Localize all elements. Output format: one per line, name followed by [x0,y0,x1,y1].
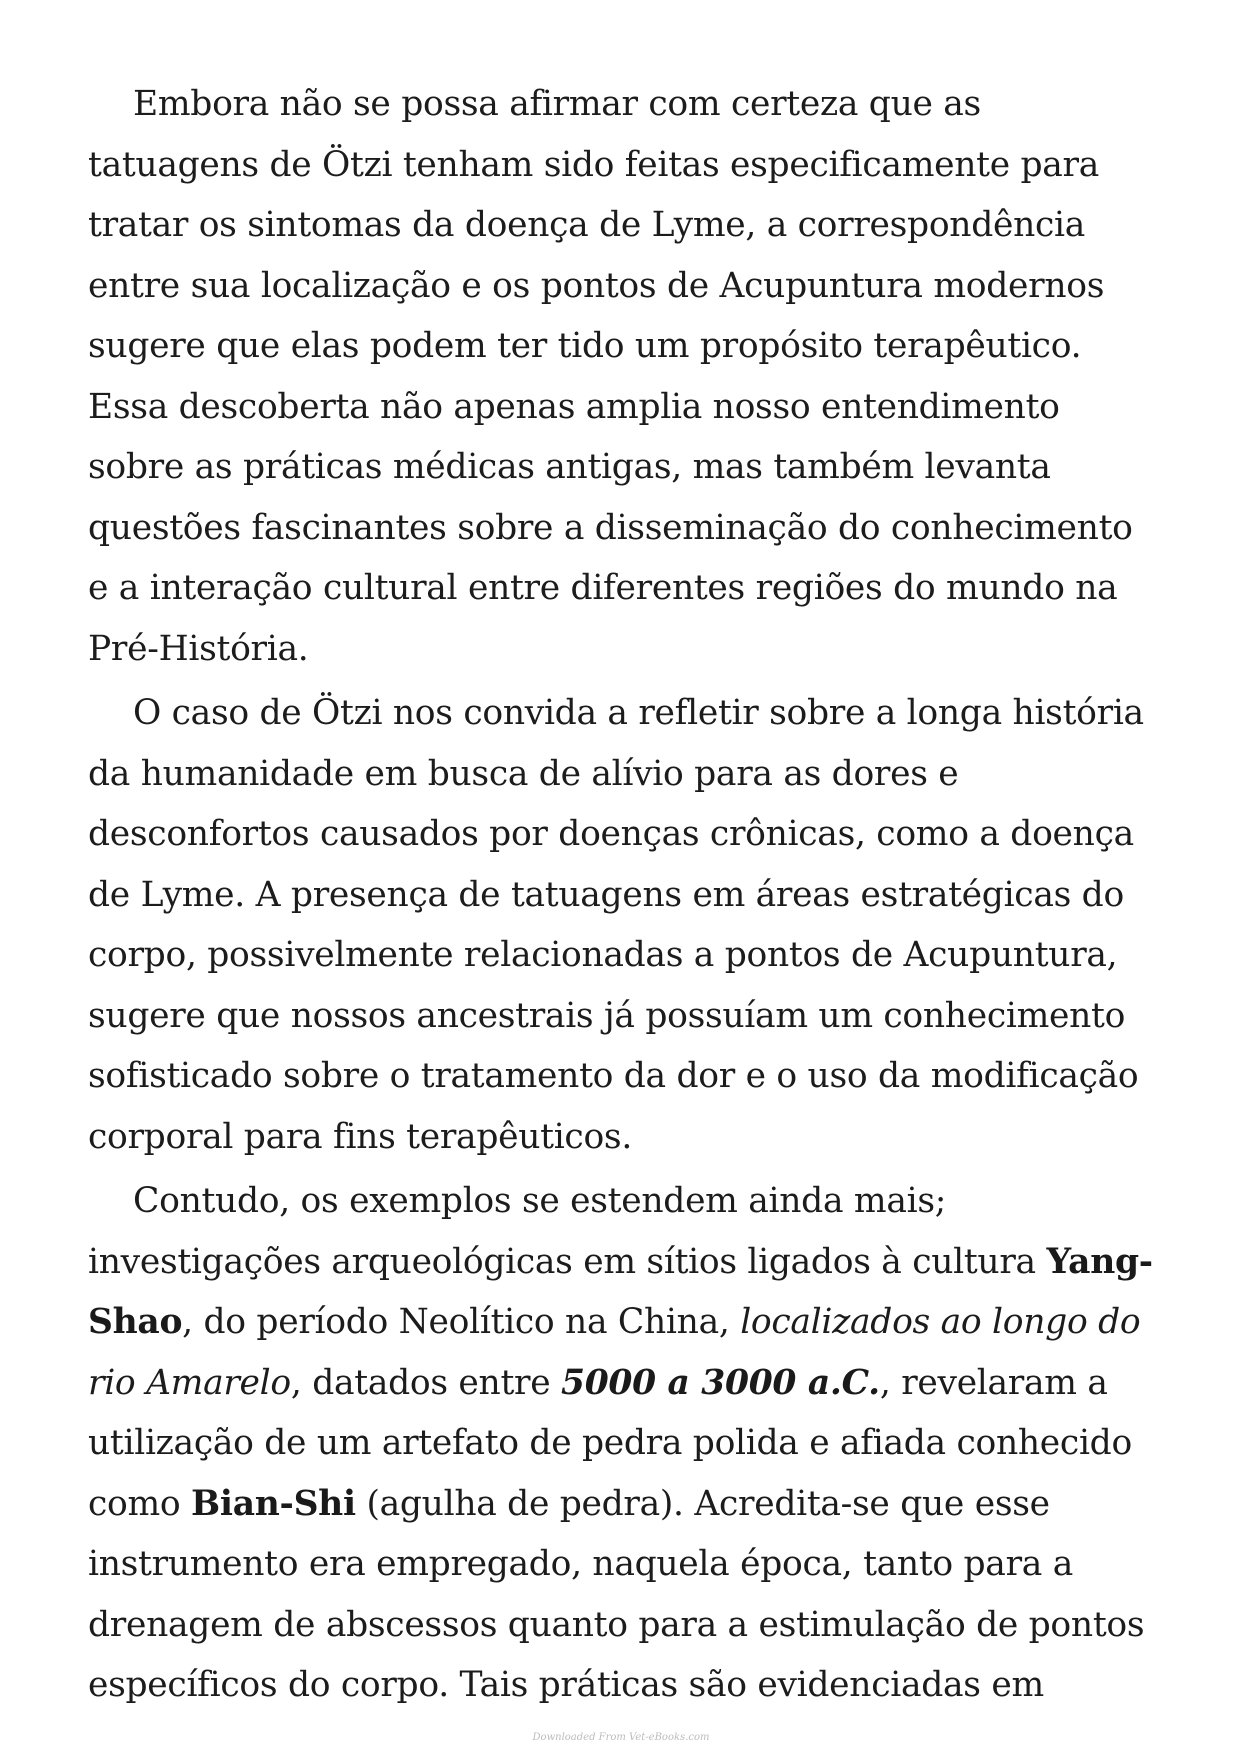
term-bian-shi: Bian-Shi [191,1483,356,1524]
text-segment: Contudo, os exemplos se estendem ainda mais; investigações arqueológicas em sítios ligados à cultura [88,1181,1047,1282]
text-segment: , datados entre [290,1362,561,1403]
term-yang-shao: Yang-Shao [88,1241,1153,1342]
footer-watermark: Downloaded From Vet-eBooks.com [532,1732,710,1743]
body-text [88,74,1158,1716]
paragraph-otzi-tattoos: Embora não se possa afirmar com certeza que as tatuagens de Ötzi tenham sido feitas especificamente para tratar os sintomas da doença de Lyme, a correspondência entre sua localização e os pontos de Acupuntura modernos sugere que elas podem ter tido um propósito terapêutico. Essa descoberta não apenas amplia nosso entendimento sobre as práticas médicas antigas, mas também levanta questões fascinantes sobre a disseminação do conhecimento e a interação cultural entre diferentes regiões do mundo na Pré-História. [88,84,1133,669]
text-segment: , revelaram a utilização de um artefato de pedra polida e afiada conhecido como [88,1362,1132,1524]
text-segment: (agulha de pedra). Acredita-se que esse instrumento era empregado, naquela época, tanto para a drenagem de abscessos quanto para a estimulação de pontos específicos do corpo. Tais práticas são evidenciadas em [88,1483,1145,1705]
paragraph-otzi-case: O caso de Ötzi nos convida a refletir sobre a longa história da humanidade em busca de alívio para as dores e desconfortos causados por doenças crônicas, como a doença de Lyme. A presença de tatuagens em áreas estratégicas do corpo, possivelmente relacionadas a pontos de Acupuntura, sugere que nossos ancestrais já possuíam um conhecimento sofisticado sobre o tratamento da dor e o uso da modificação corporal para fins terapêuticos. [88,693,1144,1157]
text-segment: , do período Neolítico na China, [182,1302,741,1342]
date-range [561,1363,880,1403]
phrase-rio-amarelo: localizados ao longo do rio Amarelo [88,1302,1141,1403]
paragraph-yang-shao [88,1171,1158,1716]
date-range-text: 5000 a 3000 a.C. [561,1362,880,1403]
